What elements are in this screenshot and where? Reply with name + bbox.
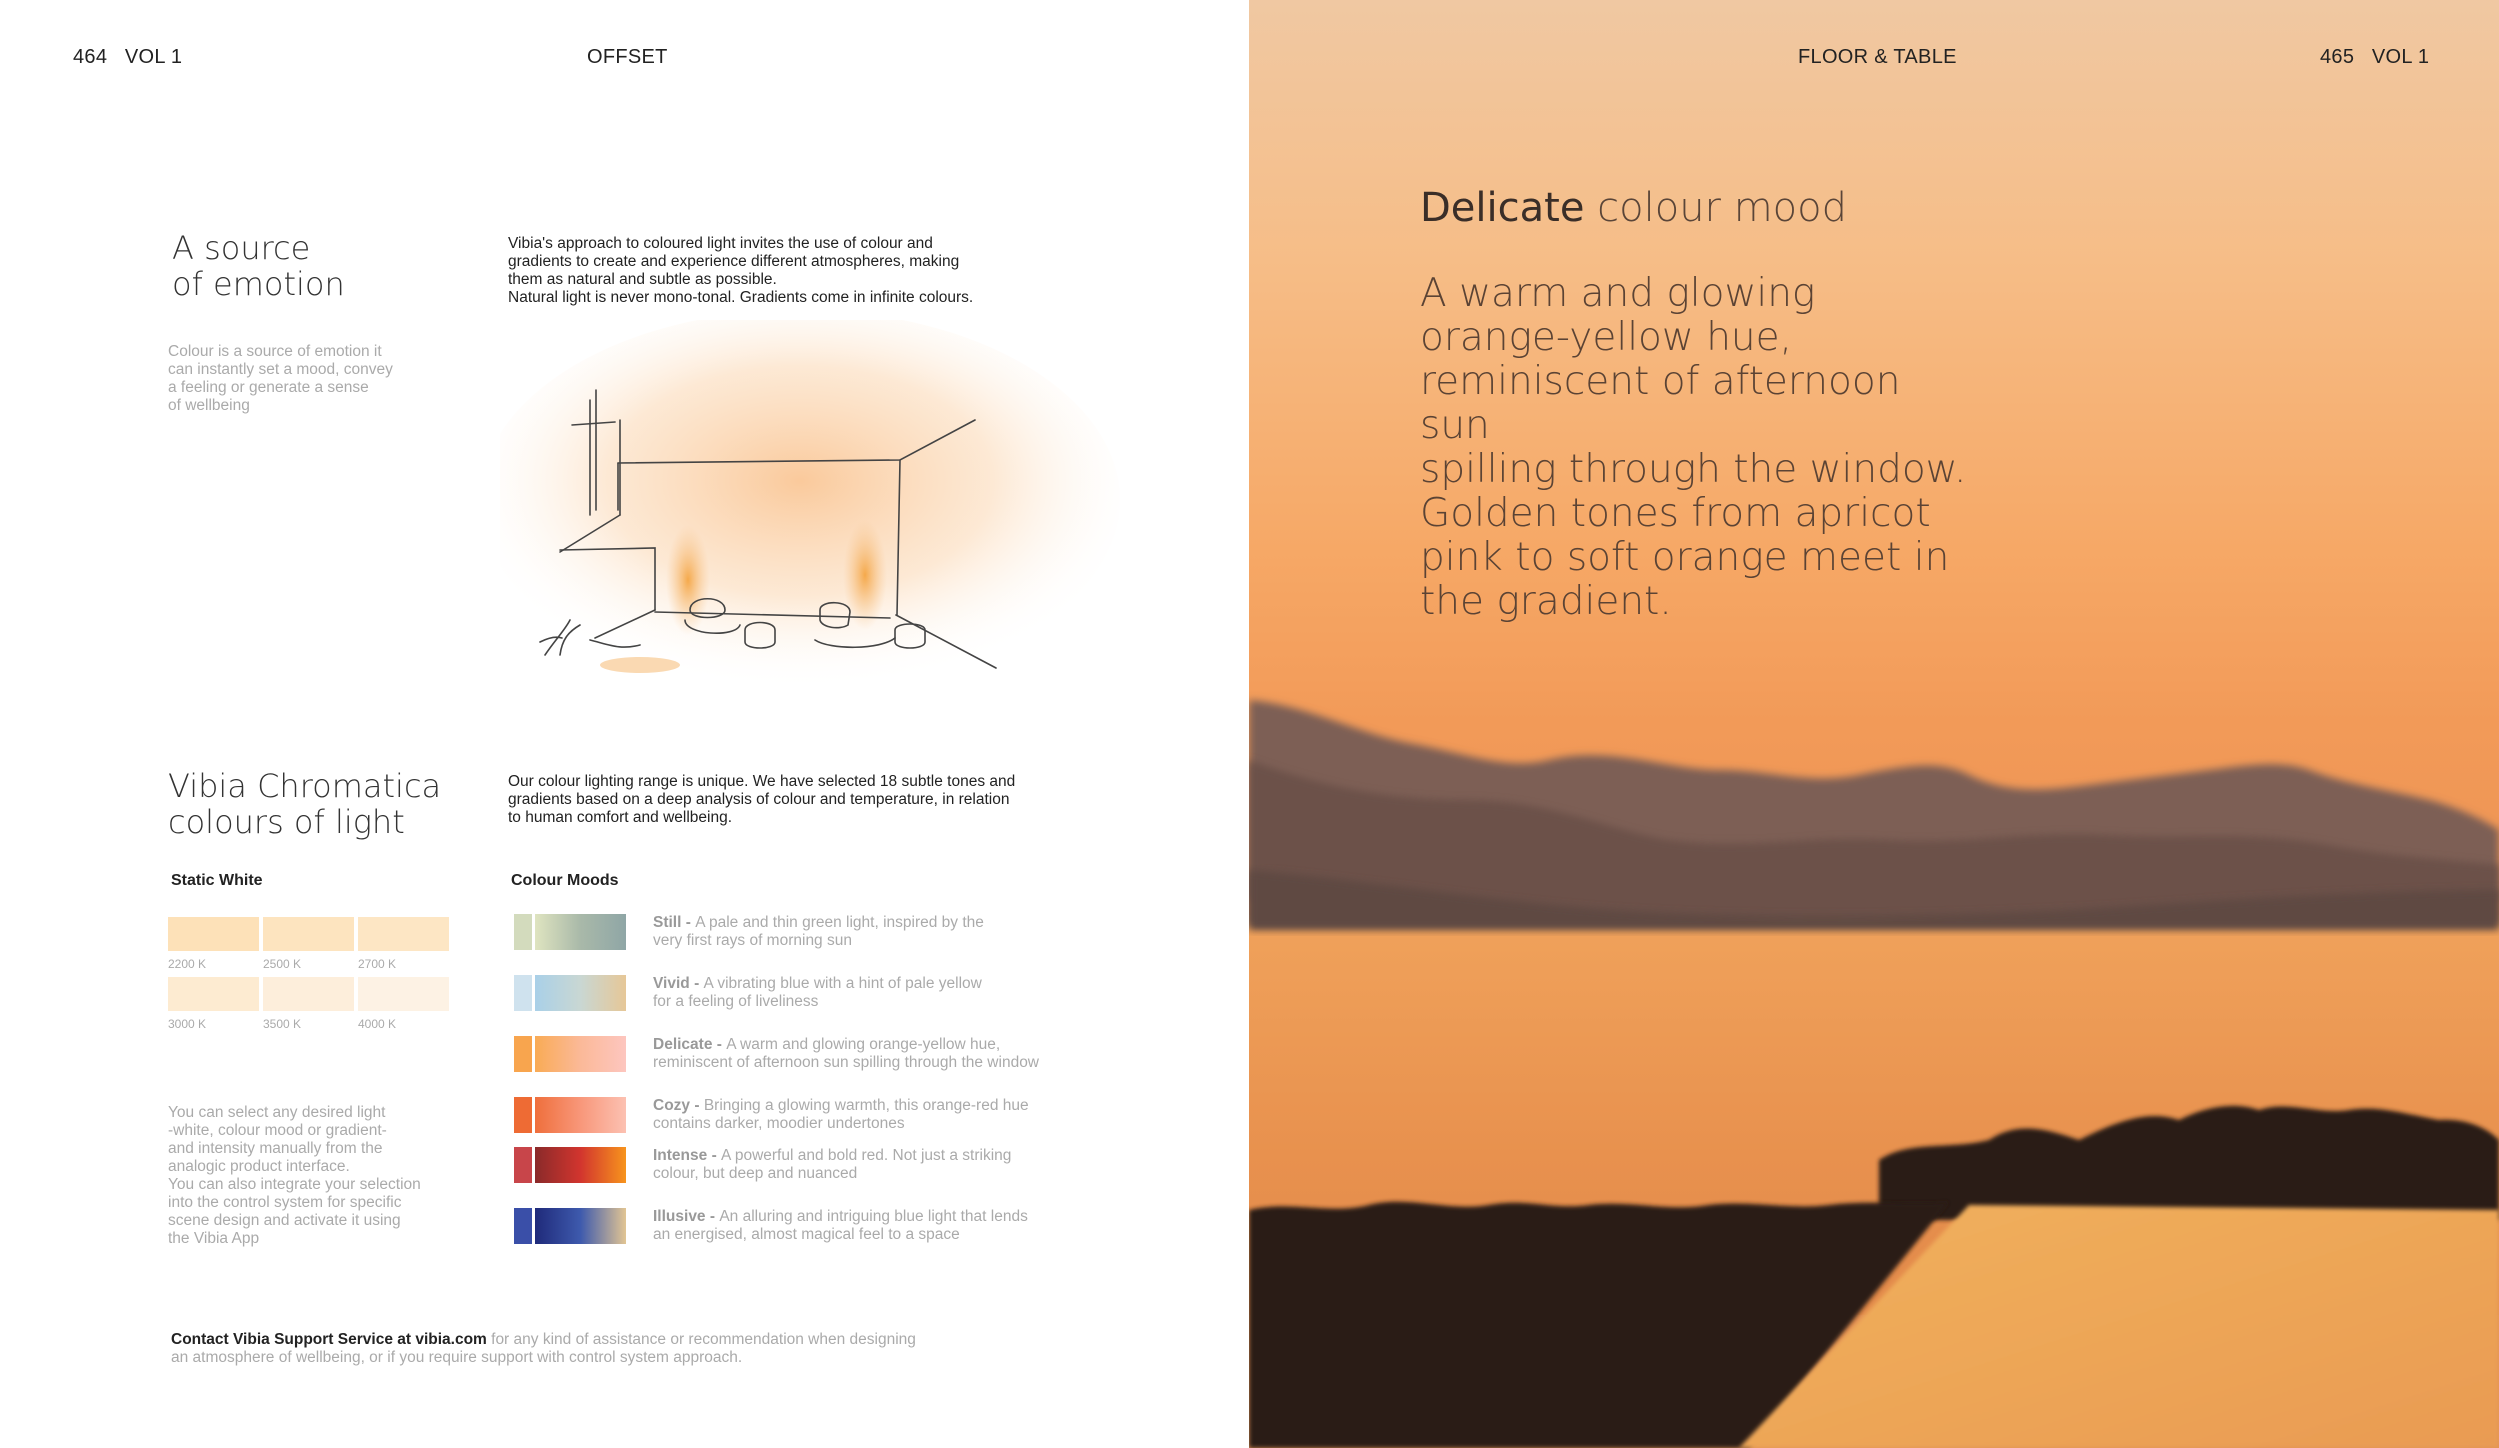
title-light: colour mood (1584, 185, 1848, 231)
caption-line: Colour is a source of emotion it (168, 343, 382, 360)
mood-desc-1: A pale and thin green light, inspired by the (695, 914, 984, 931)
color-temperature-swatch (263, 977, 354, 1011)
intro-line: gradients based on a deep analysis of colour and temperature, in relation (508, 791, 1010, 808)
description-line: the gradient. (1420, 579, 1672, 624)
page-number: 464 (73, 46, 108, 68)
color-temperature-swatch (168, 977, 259, 1011)
heading-line: of emotion (172, 265, 345, 303)
mood-name: Vivid - (653, 975, 704, 992)
mood-chip (514, 975, 532, 1011)
info-line: and intensity manually from the (168, 1140, 383, 1157)
mood-name: Still - (653, 914, 696, 931)
colour-mood-item (514, 975, 1134, 1017)
mood-desc-2: for a feeling of liveliness (653, 993, 819, 1010)
caption-line: can instantly set a mood, convey (168, 361, 393, 378)
caption-line: of wellbeing (168, 397, 250, 414)
volume-label: VOL 1 (2371, 46, 2430, 68)
chromatica-heading (168, 768, 441, 840)
static-white-label: Static White (171, 872, 263, 889)
heading-line: Vibia Chromatica (168, 767, 442, 805)
mood-desc-2: colour, but deep and nuanced (653, 1165, 858, 1182)
mood-chip (514, 914, 532, 950)
swatch-label: 3500 K (263, 1017, 302, 1031)
mood-description (653, 1036, 1113, 1072)
right-section-label: FLOOR & TABLE (1798, 46, 1957, 68)
color-temperature-swatch (358, 977, 449, 1011)
description-line: Golden tones from apricot (1420, 491, 1931, 536)
mood-chip (514, 1147, 532, 1183)
mood-desc-1: An alluring and intriguing blue light that lends (719, 1208, 1028, 1225)
mood-desc-1: A powerful and bold red. Not just a striking (721, 1147, 1012, 1164)
mood-gradient-bar (535, 1097, 626, 1133)
intro-line: Vibia's approach to coloured light invites the use of colour and (508, 235, 933, 252)
description-line: pink to soft orange meet in (1420, 535, 1950, 580)
mood-line (653, 1036, 1113, 1054)
delicate-description (1420, 272, 1980, 624)
emotion-intro (508, 235, 973, 307)
description-line: spilling through the window. (1420, 447, 1967, 492)
contact-line (171, 1331, 916, 1349)
mood-desc-1: A vibrating blue with a hint of pale yellow (703, 975, 982, 992)
swatch-label: 2500 K (263, 957, 302, 971)
intro-line: Natural light is never mono-tonal. Gradients come in infinite colours. (508, 289, 974, 306)
colour-mood-item (514, 1097, 1134, 1139)
mood-line (653, 914, 1113, 932)
info-line: the Vibia App (168, 1230, 260, 1247)
title-strong: Delicate (1420, 185, 1585, 231)
info-line: analogic product interface. (168, 1158, 350, 1175)
swatch-label: 3000 K (168, 1017, 207, 1031)
mood-description (653, 1097, 1113, 1133)
mood-desc-1: Bringing a glowing warmth, this orange-red hue (703, 1097, 1029, 1114)
mood-gradient-bar (535, 1147, 626, 1183)
mood-line (653, 1147, 1113, 1165)
mood-chip (514, 1208, 532, 1244)
swatch-label: 2700 K (358, 957, 397, 971)
heading-line: A source (172, 229, 311, 267)
swatch-label: 2200 K (168, 957, 207, 971)
room-sketch-illustration (500, 320, 1120, 720)
mood-name: Intense - (653, 1147, 722, 1164)
mood-chip (514, 1036, 532, 1072)
description-line: reminiscent of afternoon sun (1420, 359, 1901, 448)
mood-desc-2: contains darker, moodier undertones (653, 1115, 905, 1132)
mood-name: Cozy - (653, 1097, 704, 1114)
delicate-title (1420, 185, 1847, 231)
mood-gradient-bar (535, 914, 626, 950)
info-line: into the control system for specific (168, 1194, 402, 1211)
mood-line (653, 975, 1113, 993)
colour-mood-item (514, 1036, 1134, 1078)
color-temperature-swatch (263, 917, 354, 951)
color-temperature-swatch (168, 917, 259, 951)
intro-line: them as natural and subtle as possible. (508, 271, 777, 288)
mood-description (653, 1208, 1113, 1244)
contact-link[interactable]: Contact Vibia Support Service at vibia.com (171, 1331, 487, 1348)
intro-line: to human comfort and wellbeing. (508, 809, 733, 826)
mood-gradient-bar (535, 1208, 626, 1244)
selection-info (168, 1104, 421, 1248)
mood-line (653, 1208, 1113, 1226)
mood-desc-2: an energised, almost magical feel to a space (653, 1226, 960, 1243)
right-folio (2320, 46, 2429, 69)
swatch-label: 4000 K (358, 1017, 397, 1031)
mood-desc-2: very first rays of morning sun (653, 932, 852, 949)
colour-mood-item (514, 1147, 1134, 1189)
volume-label: VOL 1 (124, 46, 183, 68)
info-line: You can also integrate your selection (168, 1176, 421, 1193)
mood-desc-2: reminiscent of afternoon sun spilling through the window (653, 1054, 1040, 1071)
intro-line: gradients to create and experience different atmospheres, making (508, 253, 960, 270)
color-temperature-swatch (358, 917, 449, 951)
caption-line: a feeling or generate a sense (168, 379, 369, 396)
left-folio (73, 46, 182, 69)
mood-name: Illusive - (653, 1208, 720, 1225)
mood-description (653, 914, 1113, 950)
contact-note (171, 1331, 916, 1367)
description-line: orange-yellow hue, (1420, 315, 1793, 360)
contact-rest: for any kind of assistance or recommendation when designing (486, 1331, 916, 1348)
heading-line: colours of light (168, 803, 405, 841)
mood-name: Delicate - (653, 1036, 727, 1053)
chromatica-intro (508, 773, 1015, 827)
colour-moods-label: Colour Moods (511, 872, 619, 889)
mood-gradient-bar (535, 975, 626, 1011)
info-line: You can select any desired light (168, 1104, 386, 1121)
right-page (1249, 0, 2499, 1448)
intro-line: Our colour lighting range is unique. We have selected 18 subtle tones and (508, 773, 1016, 790)
mood-chip (514, 1097, 532, 1133)
emotion-caption (168, 343, 393, 415)
mood-description (653, 1147, 1113, 1183)
info-line: scene design and activate it using (168, 1212, 401, 1229)
mood-line (653, 1097, 1113, 1115)
page-number: 465 (2320, 46, 2355, 68)
description-line: A warm and glowing (1420, 271, 1816, 316)
mood-desc-1: A warm and glowing orange-yellow hue, (726, 1036, 1001, 1053)
info-line: -white, colour mood or gradient- (168, 1122, 387, 1139)
mood-description (653, 975, 1113, 1011)
emotion-heading (172, 230, 345, 302)
colour-mood-item (514, 1208, 1134, 1250)
mood-gradient-bar (535, 1036, 626, 1072)
colour-mood-item (514, 914, 1134, 956)
section-label: OFFSET (587, 46, 668, 68)
contact-line-2: an atmosphere of wellbeing, or if you require support with control system approach. (171, 1349, 743, 1366)
left-page (0, 0, 1249, 1448)
